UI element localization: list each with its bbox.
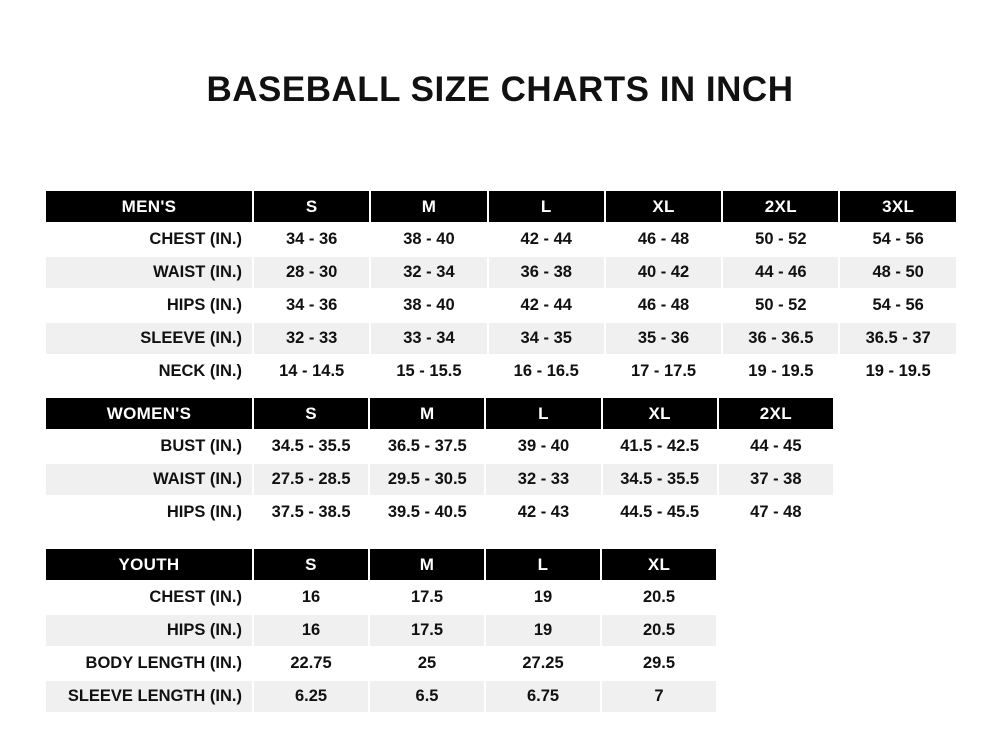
cell-value: 50 - 52 — [722, 223, 839, 256]
column-header-2xl: 2XL — [718, 397, 834, 430]
column-header-s: S — [253, 190, 370, 223]
cell-value: 36.5 - 37.5 — [369, 430, 485, 463]
row-label: HIPS (IN.) — [45, 614, 253, 647]
cell-value: 32 - 33 — [485, 463, 601, 496]
cell-value: 32 - 33 — [253, 322, 370, 355]
cell-value: 37.5 - 38.5 — [253, 496, 369, 529]
cell-value: 42 - 44 — [488, 223, 605, 256]
cell-value: 54 - 56 — [839, 289, 956, 322]
cell-value: 34.5 - 35.5 — [253, 430, 369, 463]
cell-value: 44 - 45 — [718, 430, 834, 463]
column-header-xl: XL — [605, 190, 722, 223]
cell-value: 34.5 - 35.5 — [602, 463, 718, 496]
row-label: CHEST (IN.) — [45, 223, 253, 256]
column-header-m: M — [369, 397, 485, 430]
cell-value: 6.75 — [485, 680, 601, 713]
cell-value: 37 - 38 — [718, 463, 834, 496]
column-header-category: MEN'S — [45, 190, 253, 223]
youth-size-table — [44, 547, 718, 714]
column-header-m: M — [369, 548, 485, 581]
column-header-l: L — [485, 397, 601, 430]
row-label: SLEEVE (IN.) — [45, 322, 253, 355]
cell-value: 34 - 36 — [253, 289, 370, 322]
cell-value: 36 - 38 — [488, 256, 605, 289]
table-row — [45, 680, 717, 713]
row-label: NECK (IN.) — [45, 355, 253, 388]
cell-value: 32 - 34 — [370, 256, 487, 289]
column-header-s: S — [253, 397, 369, 430]
cell-value: 54 - 56 — [839, 223, 956, 256]
cell-value: 25 — [369, 647, 485, 680]
cell-value: 50 - 52 — [722, 289, 839, 322]
cell-value: 42 - 43 — [485, 496, 601, 529]
table-header-row — [45, 548, 717, 581]
cell-value: 19 - 19.5 — [722, 355, 839, 388]
mens-size-table — [44, 189, 958, 389]
row-label: HIPS (IN.) — [45, 496, 253, 529]
cell-value: 39.5 - 40.5 — [369, 496, 485, 529]
table-row — [45, 355, 957, 388]
cell-value: 6.5 — [369, 680, 485, 713]
cell-value: 34 - 35 — [488, 322, 605, 355]
table-row — [45, 647, 717, 680]
column-header-l: L — [488, 190, 605, 223]
column-header-category: WOMEN'S — [45, 397, 253, 430]
cell-value: 34 - 36 — [253, 223, 370, 256]
table-row — [45, 581, 717, 614]
column-header-l: L — [485, 548, 601, 581]
cell-value: 47 - 48 — [718, 496, 834, 529]
cell-value: 17.5 — [369, 614, 485, 647]
cell-value: 38 - 40 — [370, 289, 487, 322]
table-header-row — [45, 397, 834, 430]
table-row — [45, 614, 717, 647]
cell-value: 16 — [253, 614, 369, 647]
cell-value: 36 - 36.5 — [722, 322, 839, 355]
cell-value: 40 - 42 — [605, 256, 722, 289]
row-label: CHEST (IN.) — [45, 581, 253, 614]
cell-value: 33 - 34 — [370, 322, 487, 355]
cell-value: 35 - 36 — [605, 322, 722, 355]
cell-value: 15 - 15.5 — [370, 355, 487, 388]
cell-value: 17 - 17.5 — [605, 355, 722, 388]
table-row — [45, 430, 834, 463]
table-row — [45, 463, 834, 496]
cell-value: 44.5 - 45.5 — [602, 496, 718, 529]
womens-size-table — [44, 396, 835, 530]
row-label: BODY LENGTH (IN.) — [45, 647, 253, 680]
cell-value: 41.5 - 42.5 — [602, 430, 718, 463]
table-row — [45, 496, 834, 529]
cell-value: 19 — [485, 581, 601, 614]
table-row — [45, 289, 957, 322]
cell-value: 48 - 50 — [839, 256, 956, 289]
cell-value: 14 - 14.5 — [253, 355, 370, 388]
column-header-2xl: 2XL — [722, 190, 839, 223]
row-label: WAIST (IN.) — [45, 256, 253, 289]
cell-value: 28 - 30 — [253, 256, 370, 289]
cell-value: 46 - 48 — [605, 223, 722, 256]
column-header-category: YOUTH — [45, 548, 253, 581]
cell-value: 46 - 48 — [605, 289, 722, 322]
column-header-xl: XL — [602, 397, 718, 430]
cell-value: 19 - 19.5 — [839, 355, 956, 388]
cell-value: 36.5 - 37 — [839, 322, 956, 355]
cell-value: 42 - 44 — [488, 289, 605, 322]
table-row — [45, 223, 957, 256]
table-row — [45, 256, 957, 289]
row-label: WAIST (IN.) — [45, 463, 253, 496]
cell-value: 44 - 46 — [722, 256, 839, 289]
column-header-s: S — [253, 548, 369, 581]
cell-value: 16 — [253, 581, 369, 614]
cell-value: 20.5 — [601, 581, 717, 614]
cell-value: 6.25 — [253, 680, 369, 713]
cell-value: 17.5 — [369, 581, 485, 614]
column-header-3xl: 3XL — [839, 190, 956, 223]
cell-value: 27.25 — [485, 647, 601, 680]
cell-value: 29.5 - 30.5 — [369, 463, 485, 496]
cell-value: 39 - 40 — [485, 430, 601, 463]
page-title: BASEBALL SIZE CHARTS IN INCH — [206, 70, 794, 109]
column-header-m: M — [370, 190, 487, 223]
column-header-xl: XL — [601, 548, 717, 581]
cell-value: 20.5 — [601, 614, 717, 647]
table-header-row — [45, 190, 957, 223]
cell-value: 29.5 — [601, 647, 717, 680]
row-label: BUST (IN.) — [45, 430, 253, 463]
cell-value: 16 - 16.5 — [488, 355, 605, 388]
cell-value: 38 - 40 — [370, 223, 487, 256]
row-label: SLEEVE LENGTH (IN.) — [45, 680, 253, 713]
row-label: HIPS (IN.) — [45, 289, 253, 322]
table-row — [45, 322, 957, 355]
cell-value: 19 — [485, 614, 601, 647]
cell-value: 27.5 - 28.5 — [253, 463, 369, 496]
cell-value: 22.75 — [253, 647, 369, 680]
cell-value: 7 — [601, 680, 717, 713]
